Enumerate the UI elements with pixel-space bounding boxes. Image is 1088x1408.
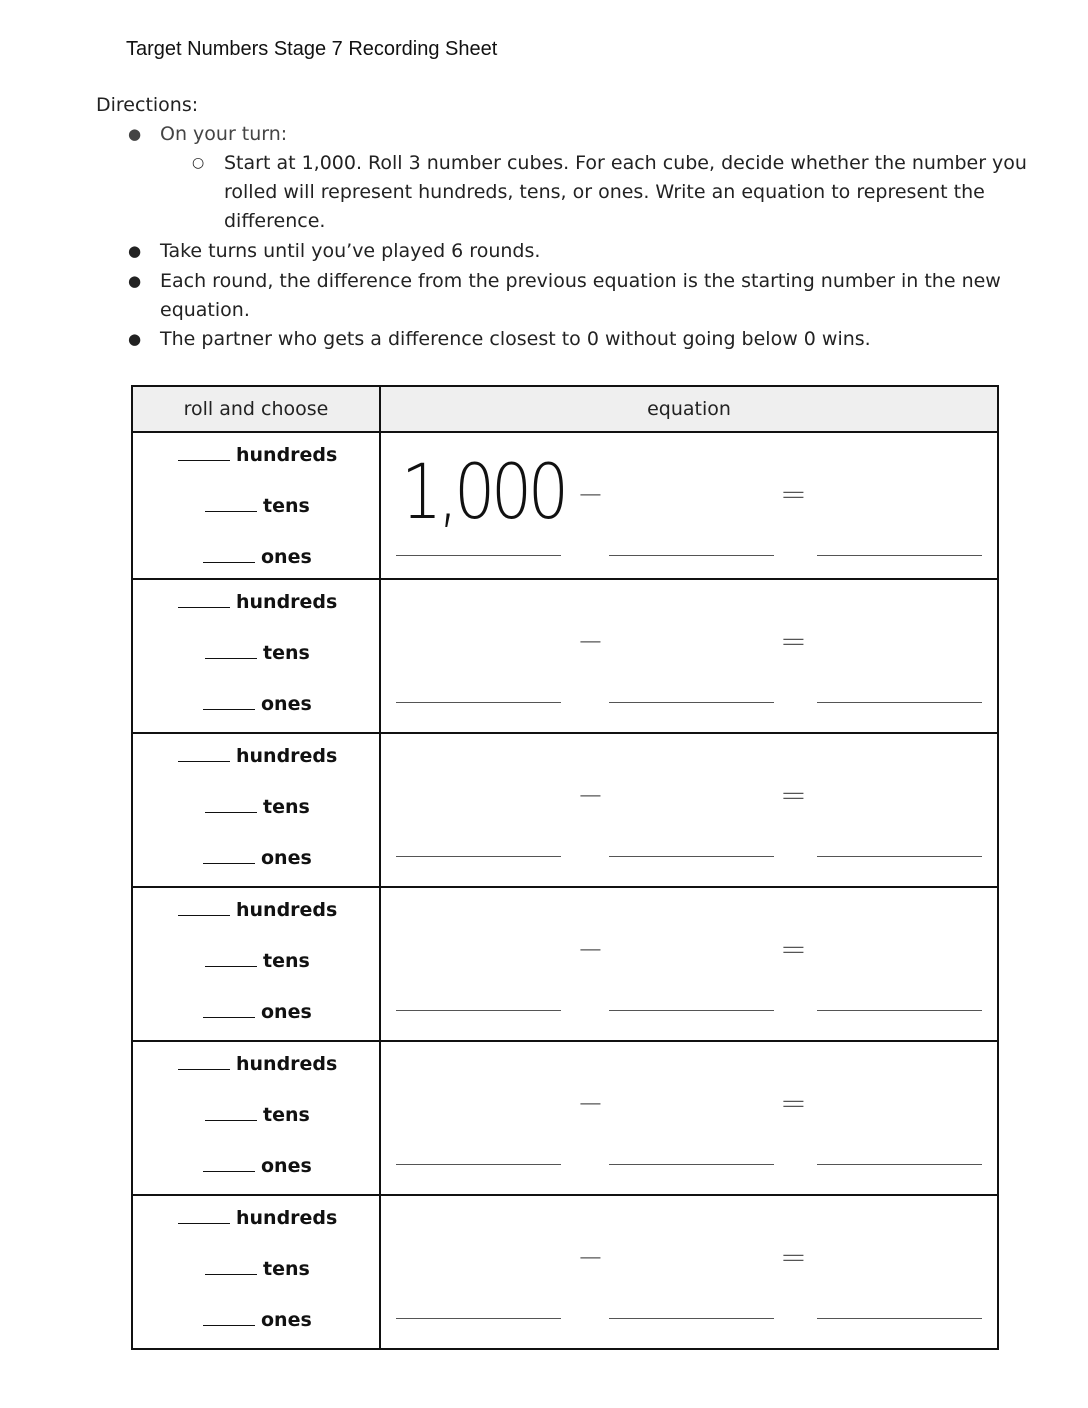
tens-entry — [205, 1257, 310, 1280]
directions-item-winner: ● The partner who gets a difference closest to 0 without going below 0 wins. — [160, 325, 1040, 354]
hundreds-entry — [178, 443, 337, 466]
bullet-icon: ● — [128, 242, 142, 260]
tens-label: tens — [263, 950, 310, 972]
equation-cell — [380, 1195, 998, 1349]
equals-sign: = — [780, 776, 807, 814]
equation-cell — [380, 733, 998, 887]
minuend-blank[interactable] — [396, 1318, 561, 1319]
roll-and-choose-cell — [132, 1041, 380, 1195]
hundreds-entry — [178, 744, 337, 767]
difference-blank[interactable] — [817, 1010, 982, 1011]
directions-sub-item: ○ Start at 1,000. Roll 3 number cubes. For each cube, decide whether the number you rolled will represent hundreds, tens, or ones. Write an equation to represent the difference. — [224, 149, 1034, 236]
minuend-blank[interactable] — [396, 856, 561, 857]
bullet-icon: ● — [128, 272, 142, 290]
tens-blank[interactable] — [205, 641, 257, 659]
equals-sign: = — [780, 475, 807, 513]
tens-entry — [205, 1103, 310, 1126]
hundreds-label: hundreds — [236, 899, 338, 921]
ones-label: ones — [261, 1001, 312, 1023]
subtrahend-blank[interactable] — [609, 1318, 774, 1319]
ones-blank[interactable] — [203, 1308, 255, 1326]
minus-sign: − — [577, 622, 604, 660]
minus-sign: − — [577, 1238, 604, 1276]
roll-and-choose-cell — [132, 1195, 380, 1349]
ones-entry — [203, 846, 312, 869]
hundreds-label: hundreds — [236, 745, 338, 767]
hundreds-label: hundreds — [236, 1207, 338, 1229]
tens-blank[interactable] — [205, 949, 257, 967]
equation-cell — [380, 579, 998, 733]
tens-label: tens — [263, 495, 310, 517]
hundreds-blank[interactable] — [178, 1206, 230, 1224]
minus-sign: − — [577, 930, 604, 968]
table-row — [132, 733, 998, 887]
difference-blank[interactable] — [817, 856, 982, 857]
equals-sign: = — [780, 1238, 807, 1276]
ones-entry — [203, 1000, 312, 1023]
table-row — [132, 887, 998, 1041]
hundreds-entry — [178, 1052, 337, 1075]
table-row — [132, 432, 998, 579]
hundreds-entry — [178, 898, 337, 921]
minus-sign: − — [577, 1084, 604, 1122]
equals-sign: = — [780, 1084, 807, 1122]
ones-entry — [203, 692, 312, 715]
tens-blank[interactable] — [205, 1257, 257, 1275]
directions-item-turns: ● Take turns until you’ve played 6 rounds. — [160, 237, 1040, 266]
ones-label: ones — [261, 546, 312, 568]
equals-sign: = — [780, 930, 807, 968]
roll-and-choose-cell — [132, 887, 380, 1041]
tens-label: tens — [263, 1258, 310, 1280]
page-title: Target Numbers Stage 7 Recording Sheet — [126, 38, 498, 60]
ones-label: ones — [261, 1309, 312, 1331]
ones-entry — [203, 1154, 312, 1177]
tens-entry — [205, 494, 310, 517]
minuend-blank[interactable] — [396, 702, 561, 703]
bullet-icon: ● — [128, 330, 142, 348]
equation-cell — [380, 887, 998, 1041]
directions-label: Directions: — [96, 94, 199, 116]
hundreds-blank[interactable] — [178, 443, 230, 461]
hundreds-label: hundreds — [236, 1053, 338, 1075]
recording-table — [131, 385, 999, 1350]
roll-and-choose-cell — [132, 733, 380, 887]
tens-blank[interactable] — [205, 795, 257, 813]
table-row — [132, 1195, 998, 1349]
minuend-blank[interactable] — [396, 1010, 561, 1011]
hundreds-entry — [178, 590, 337, 613]
tens-entry — [205, 949, 310, 972]
tens-label: tens — [263, 642, 310, 664]
hundreds-label: hundreds — [236, 444, 338, 466]
ones-blank[interactable] — [203, 692, 255, 710]
difference-blank[interactable] — [817, 702, 982, 703]
table-row — [132, 1041, 998, 1195]
directions-item-on-your-turn: ● On your turn: — [160, 120, 1040, 149]
ones-blank[interactable] — [203, 545, 255, 563]
minuend-blank[interactable] — [396, 555, 561, 556]
roll-and-choose-cell — [132, 432, 380, 579]
tens-label: tens — [263, 796, 310, 818]
ones-entry — [203, 545, 312, 568]
difference-blank[interactable] — [817, 1318, 982, 1319]
ones-label: ones — [261, 847, 312, 869]
hollow-bullet-icon: ○ — [192, 155, 205, 171]
table-row — [132, 579, 998, 733]
ones-entry — [203, 1308, 312, 1331]
minuend-blank[interactable] — [396, 1164, 561, 1165]
roll-and-choose-cell — [132, 579, 380, 733]
table-header-row — [132, 386, 998, 432]
header-roll-and-choose: roll and choose — [132, 386, 380, 432]
tens-entry — [205, 641, 310, 664]
handwritten-start-number: 1,000 — [401, 447, 565, 536]
ones-label: ones — [261, 693, 312, 715]
tens-entry — [205, 795, 310, 818]
table-body — [132, 432, 998, 1349]
equation-cell — [380, 432, 998, 579]
subtrahend-blank[interactable] — [609, 1010, 774, 1011]
hundreds-blank[interactable] — [178, 898, 230, 916]
minus-sign: − — [577, 776, 604, 814]
bullet-icon: ● — [128, 125, 142, 143]
equation-cell — [380, 1041, 998, 1195]
subtrahend-blank[interactable] — [609, 856, 774, 857]
hundreds-label: hundreds — [236, 591, 338, 613]
hundreds-entry — [178, 1206, 337, 1229]
tens-label: tens — [263, 1104, 310, 1126]
difference-blank[interactable] — [817, 1164, 982, 1165]
ones-blank[interactable] — [203, 1000, 255, 1018]
hundreds-blank[interactable] — [178, 744, 230, 762]
difference-blank[interactable] — [817, 555, 982, 556]
ones-label: ones — [261, 1155, 312, 1177]
subtrahend-blank[interactable] — [609, 1164, 774, 1165]
ones-blank[interactable] — [203, 846, 255, 864]
tens-blank[interactable] — [205, 494, 257, 512]
subtrahend-blank[interactable] — [609, 555, 774, 556]
hundreds-blank[interactable] — [178, 590, 230, 608]
directions-item-each-round: ● Each round, the difference from the previous equation is the starting number in the new equation. — [160, 267, 1020, 325]
ones-blank[interactable] — [203, 1154, 255, 1172]
tens-blank[interactable] — [205, 1103, 257, 1121]
hundreds-blank[interactable] — [178, 1052, 230, 1070]
header-equation: equation — [380, 386, 998, 432]
minus-sign: − — [577, 475, 604, 513]
equals-sign: = — [780, 622, 807, 660]
subtrahend-blank[interactable] — [609, 702, 774, 703]
